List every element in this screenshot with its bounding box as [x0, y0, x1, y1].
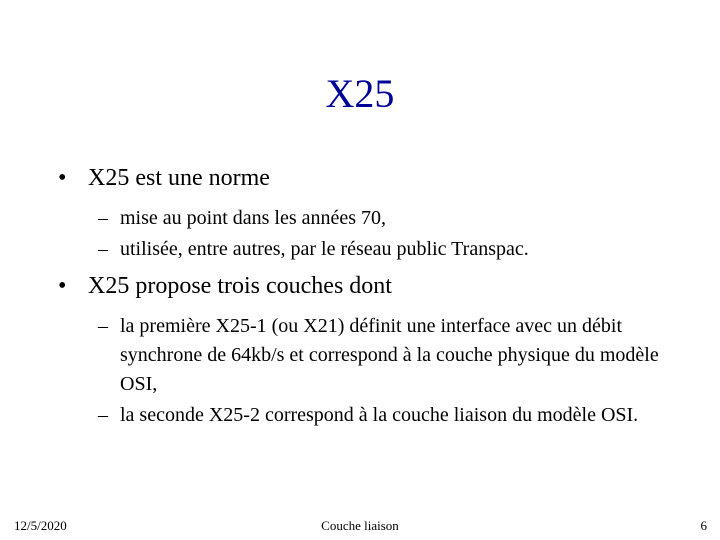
slide-content [58, 162, 678, 436]
slide-title: X25 [325, 71, 395, 116]
dash-icon: – [98, 404, 108, 426]
sub-item-text: utilisée, entre autres, par le réseau public Transpac. [120, 238, 529, 260]
sub-list [58, 312, 678, 430]
sub-list [58, 204, 678, 264]
bullet-item [58, 270, 678, 302]
bullet-icon: • [58, 165, 67, 191]
sub-item [98, 312, 678, 399]
sub-item-text: mise au point dans les années 70, [120, 207, 387, 229]
bullet-icon: • [58, 273, 67, 299]
sub-item [98, 401, 678, 430]
footer-title: Couche liaison [321, 518, 399, 533]
bullet-text: X25 est une norme [88, 165, 270, 191]
bullet-text: X25 propose trois couches dont [88, 273, 392, 299]
dash-icon: – [98, 315, 108, 337]
sub-item-text: la seconde X25-2 correspond à la couche liaison du modèle OSI. [120, 404, 639, 426]
page-number: 6 [700, 518, 707, 533]
dash-icon: – [98, 207, 108, 229]
sub-item-text: la première X25-1 (ou X21) définit une interface avec un débit synchrone de 64kb/s et correspond à la couche physique du modèle OSI, [120, 315, 659, 395]
dash-icon: – [98, 238, 108, 260]
sub-item [98, 235, 678, 264]
bullet-item [58, 162, 678, 194]
sub-item [98, 204, 678, 233]
footer-date: 12/5/2020 [14, 518, 67, 533]
